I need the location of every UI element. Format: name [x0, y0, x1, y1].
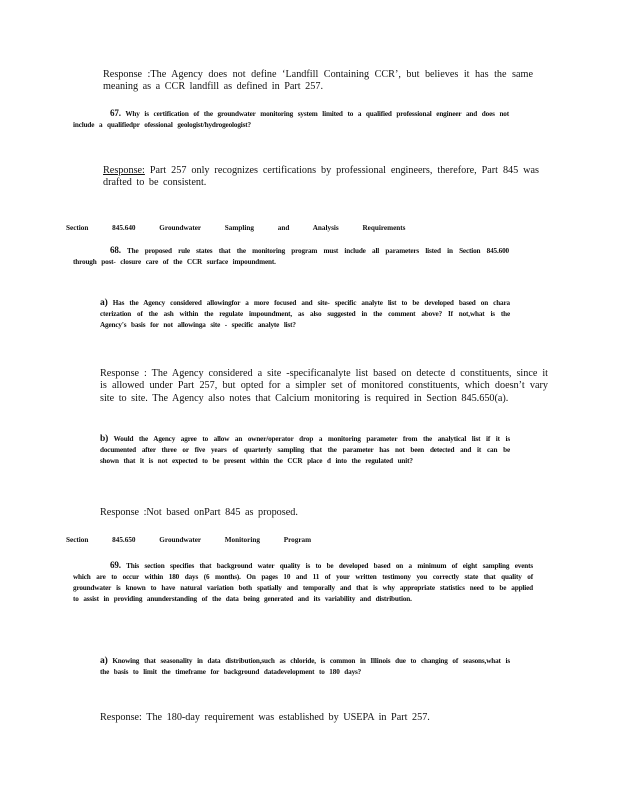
question-67	[73, 108, 509, 131]
question-text: This section specifies that background water quality is to be developed based on a minimum of eight sampling events which are to occur within 180 days (6 months). On pages 10 and 11 of your written testimony you correctly state that quality of groundwater is known to have natural variation both spatially and temporally and that is why appropriate statistics need to be applied to assist in providing anunderstanding of the data being generated and its variability and distribution.	[73, 562, 533, 603]
question-text: Has the Agency considered allowingfor a more focused and site- specific analyte list to be developed based on chara cterization of the ash within the regulate impoundment, as also suggested in the comment above? If not,what is the Agency's basis for not allowinga site - specific analyte list?	[100, 299, 510, 329]
response-label: Response:	[103, 165, 145, 176]
question-text: Would the Agency agree to allow an owner/operator drop a monitoring parameter from the analytical list if it is documented after three or five years of quarterly sampling that the parameter has not been detected and it can be shown that it is not expected to be present within the CCR place d into the regulated unit?	[100, 435, 510, 465]
question-number: 67.	[110, 108, 121, 118]
response-text: Response :Not based onPart 845 as proposed.	[100, 507, 298, 518]
response-landfill-definition	[103, 69, 533, 94]
question-68	[73, 245, 509, 268]
question-69a	[100, 656, 510, 678]
response-text: Response: The 180-day requirement was established by USEPA in Part 257.	[100, 712, 430, 723]
question-text: Why is certification of the groundwater monitoring system limited to a qualified professional engineer and does not include a qualifiedpr ofessional geologist/hydrogeologist?	[73, 110, 509, 129]
response-69a	[100, 712, 548, 724]
response-67	[103, 165, 539, 190]
response-text: Response :The Agency does not define ‘Landfill Containing CCR’, but believes it has the same meaning as a CCR landfill as defined in Part 257.	[103, 69, 533, 93]
question-letter: a)	[100, 656, 108, 666]
response-text: Part 257 only recognizes certifications by professional engineers, therefore, Part 845 was drafted to be consistent.	[103, 165, 539, 189]
question-text: The proposed rule states that the monitoring program must include all parameters listed in Section 845.600 through post- closure care of the CCR surface impoundment.	[73, 247, 509, 266]
response-text: Response : The Agency considered a site -specificanalyte list based on detecte d constituents, since it is allowed under Part 257, but opted for a simpler set of monitored constituents, which doesn’t vary site to site. The Agency also notes that Calcium monitoring is required in Section 845.650(a).	[100, 368, 548, 404]
question-number: 69.	[110, 560, 121, 570]
section-heading-845-640	[66, 224, 405, 232]
question-number: 68.	[110, 245, 121, 255]
section-heading-845-650	[66, 536, 311, 544]
section-title: Section 845.640 Groundwater Sampling and Analysis Requirements	[66, 224, 406, 232]
question-letter: a)	[100, 298, 108, 308]
question-68b	[100, 434, 510, 467]
question-68a	[100, 298, 510, 331]
response-68a	[100, 368, 548, 405]
section-title: Section 845.650 Groundwater Monitoring Program	[66, 536, 312, 544]
response-68b	[100, 507, 548, 519]
question-letter: b)	[100, 434, 109, 444]
question-69	[73, 560, 533, 605]
question-text: Knowing that seasonality in data distribution,such as chloride, is common in Illinois due to changing of seasons,what is the basis to limit the timeframe for background datadevelopment to 180 days?	[100, 657, 510, 676]
